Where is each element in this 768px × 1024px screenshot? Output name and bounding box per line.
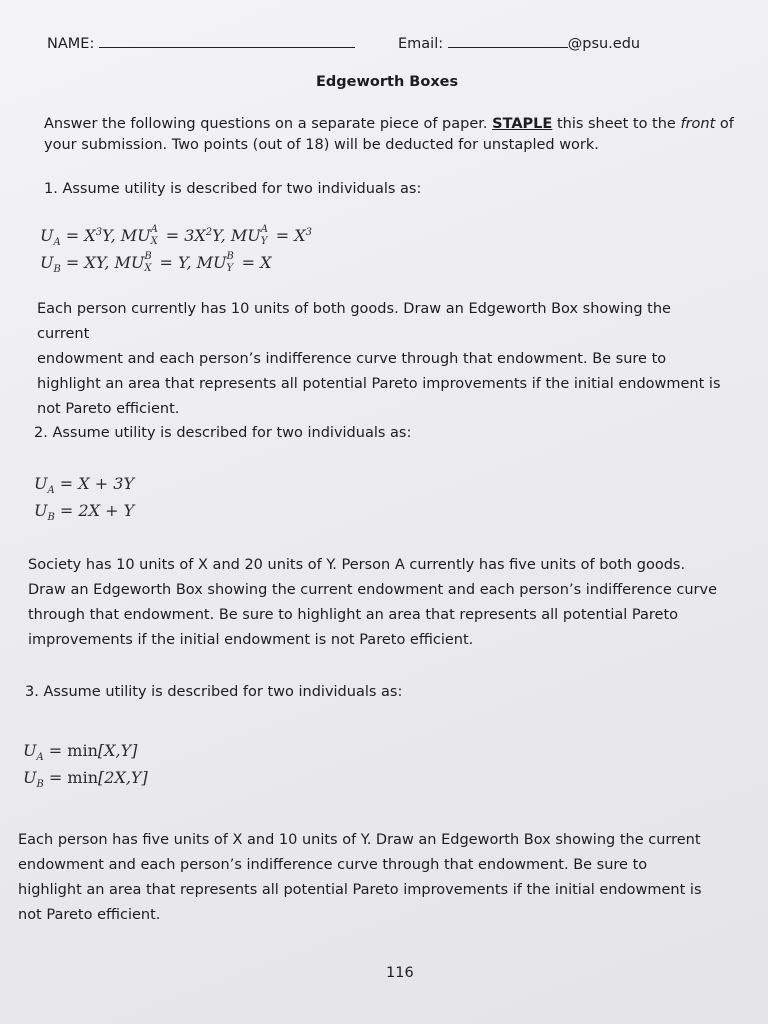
staple-emphasis: STAPLE bbox=[492, 116, 553, 132]
instructions-part-3: of bbox=[719, 116, 734, 132]
q2-equation-b: $U_B = 2X + Y$ bbox=[34, 501, 135, 523]
name-label: NAME: bbox=[47, 36, 95, 52]
name-field bbox=[47, 33, 355, 52]
q2-body-line: improvements if the initial endowment is not Pareto efficient. bbox=[28, 632, 474, 648]
instructions-line-1 bbox=[44, 116, 734, 132]
q1-body-line: endowment and each person’s indifference curve through that endowment. Be sure to bbox=[37, 351, 667, 367]
q3-body-line: not Pareto efficient. bbox=[18, 907, 161, 923]
front-emphasis: front bbox=[680, 116, 716, 132]
email-label: Email: bbox=[398, 36, 444, 52]
q1-body bbox=[37, 297, 727, 422]
q2-heading: 2. Assume utility is described for two individuals as: bbox=[34, 425, 412, 441]
email-domain: @psu.edu bbox=[567, 36, 641, 52]
q1-body-line: Each person currently has 10 units of both goods. Draw an Edgeworth Box showing the current bbox=[37, 301, 671, 342]
page-number: 116 bbox=[386, 965, 414, 981]
q3-heading: 3. Assume utility is described for two individuals as: bbox=[25, 684, 403, 700]
q1-equation-a: $U_A = X^3Y$, MU A X = $3X^2Y$, MU A Y = $X^3$ bbox=[40, 223, 313, 248]
email-blank-line[interactable] bbox=[448, 33, 568, 48]
q2-body bbox=[28, 553, 738, 653]
q2-body-line: Draw an Edgeworth Box showing the current endowment and each person’s indifference curve bbox=[28, 582, 717, 598]
instructions-part-2: this sheet to the bbox=[556, 116, 676, 132]
q3-body-line: endowment and each person’s indifference curve through that endowment. Be sure to bbox=[18, 857, 648, 873]
q1-body-line: highlight an area that represents all potential Pareto improvements if the initial endowment is bbox=[37, 376, 721, 392]
q3-body-line: highlight an area that represents all potential Pareto improvements if the initial endowment is bbox=[18, 882, 702, 898]
page-title: Edgeworth Boxes bbox=[316, 74, 459, 90]
q3-equation-a: $U_A = \min[X,Y]$ bbox=[23, 741, 138, 763]
q1-heading: 1. Assume utility is described for two individuals as: bbox=[44, 181, 422, 197]
q1-equation-b: $U_B$ = XY, MU B X = Y, MU B Y = X bbox=[40, 250, 272, 275]
q3-equation-b: $U_B = \min[2X,Y]$ bbox=[23, 768, 148, 790]
q2-equation-a: $U_A = X + 3Y$ bbox=[34, 474, 135, 496]
name-blank-line[interactable] bbox=[99, 33, 355, 48]
email-field bbox=[398, 33, 640, 52]
q3-body bbox=[18, 828, 758, 928]
q2-body-line: Society has 10 units of X and 20 units of Y. Person A currently has five units of both goods. bbox=[28, 557, 686, 573]
instructions-part-1: Answer the following questions on a separate piece of paper. bbox=[44, 116, 488, 132]
q1-body-line: not Pareto efficient. bbox=[37, 401, 180, 417]
q2-body-line: through that endowment. Be sure to highlight an area that represents all potential Pareto bbox=[28, 607, 679, 623]
q3-body-line: Each person has five units of X and 10 units of Y. Draw an Edgeworth Box showing the current bbox=[18, 832, 701, 848]
instructions-line-2: your submission. Two points (out of 18) will be deducted for unstapled work. bbox=[44, 137, 599, 153]
